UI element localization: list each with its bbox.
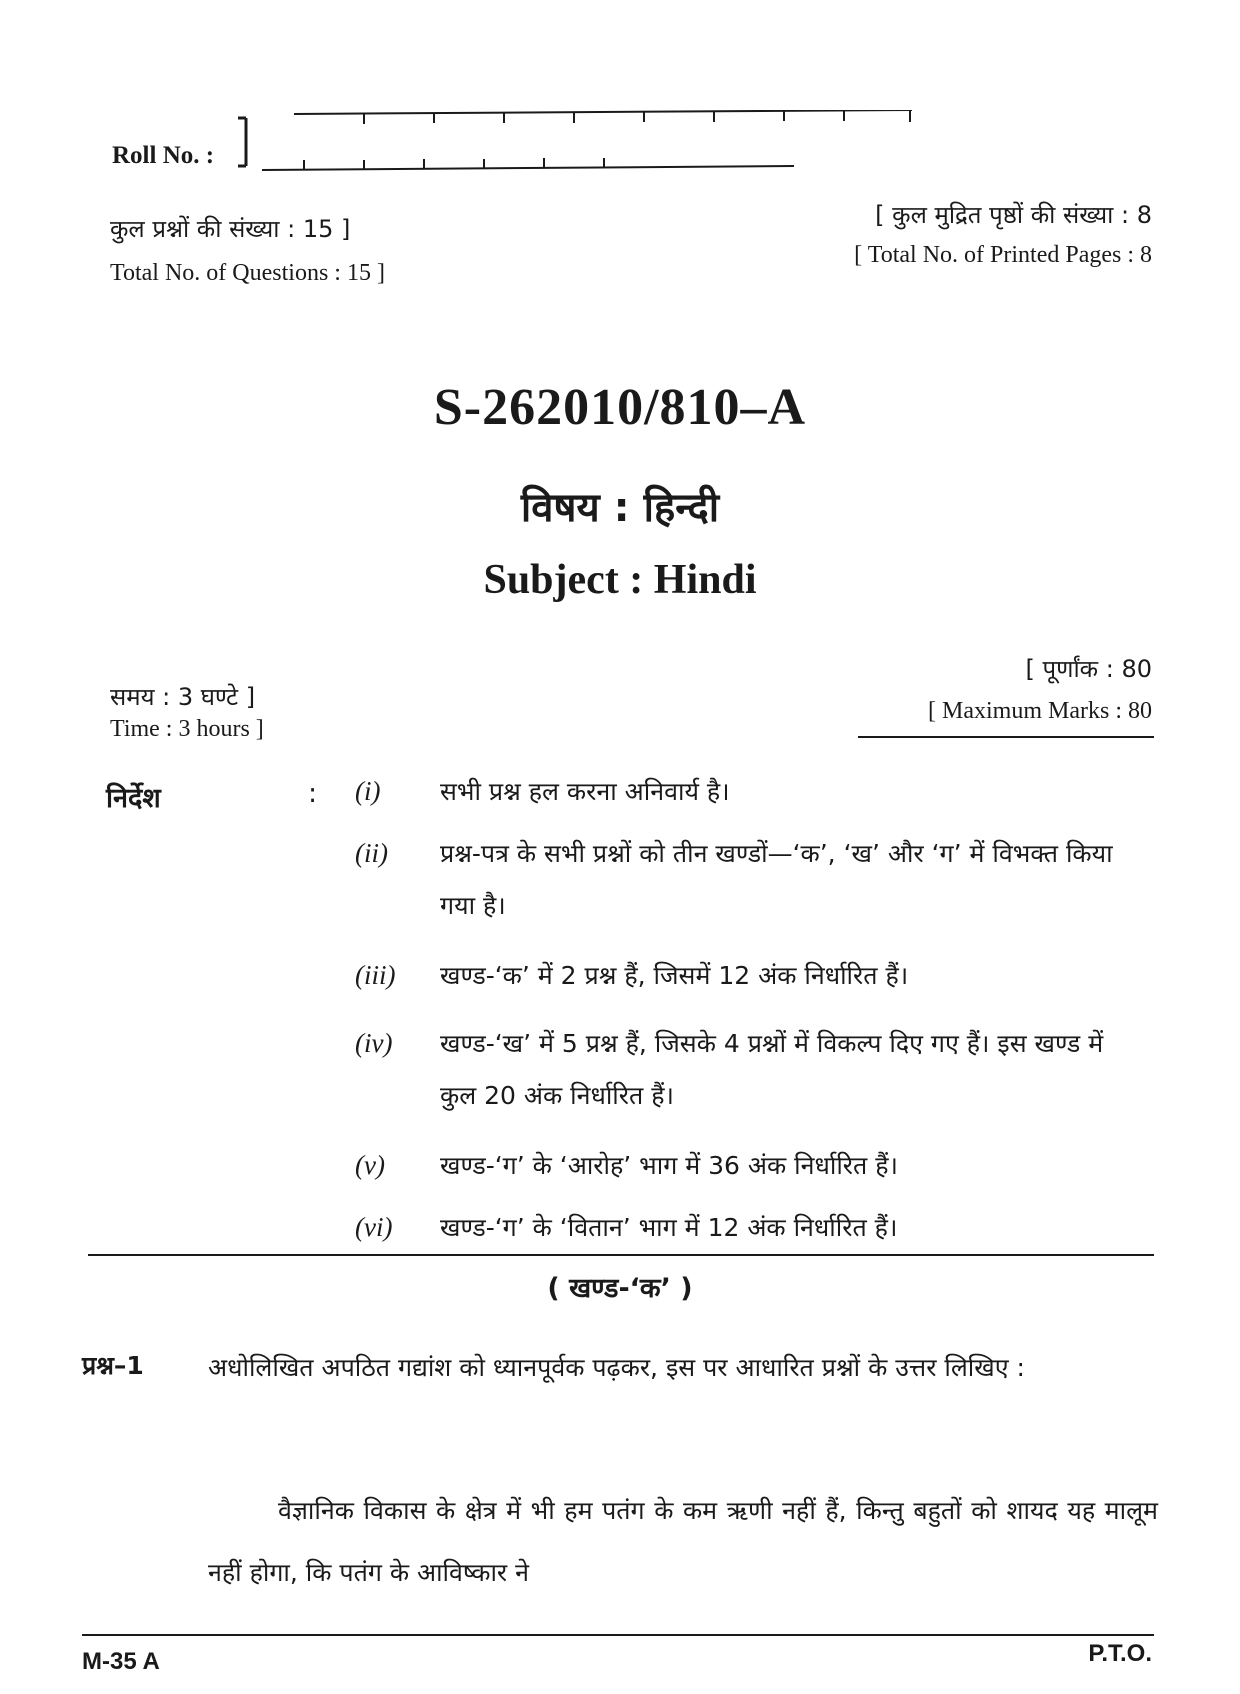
instruction-text: खण्ड-‘ख’ में 5 प्रश्न हैं, जिसके 4 प्रश्नों में विकल्प दिए गए हैं। इस खण्ड में कुल 20 अंक निर्धारित हैं। [440,1029,1104,1110]
total-questions-hindi: कुल प्रश्नों की संख्या : 15 ] [110,215,351,243]
total-questions-english: Total No. of Questions : 15 ] [110,260,385,286]
page-code: M-35 A [82,1648,160,1675]
subject-english: Subject : Hindi [483,557,757,603]
instruction-text: सभी प्रश्न हल करना अनिवार्य है। [440,777,730,806]
total-pages-english: [ Total No. of Printed Pages : 8 [854,242,1152,268]
max-marks-english: [ Maximum Marks : 80 [928,698,1152,724]
instruction-text: खण्ड-‘ग’ के ‘आरोह’ भाग में 36 अंक निर्धारित हैं। [440,1151,898,1180]
instructions-colon: : [308,778,318,809]
instruction-number: (ii) [355,838,388,868]
instruction-number: (i) [355,776,381,806]
instruction-number: (iv) [355,1028,393,1058]
instructions-divider-rule [88,1254,1154,1256]
time-english: Time : 3 hours ] [110,716,264,742]
roll-number-label: Roll No. : [112,142,215,169]
instructions-label: निर्देश [106,783,161,814]
footer-rule [82,1634,1154,1636]
section-heading: ( खण्ड-‘क’ ) [547,1273,693,1304]
question-prompt: अधोलिखित अपठित गद्यांश को ध्यानपूर्वक पढ़कर, इस पर आधारित प्रश्नों के उत्तर लिखिए : [208,1353,1025,1382]
instruction-text: खण्ड-‘ग’ के ‘वितान’ भाग में 12 अंक निर्धारित हैं। [440,1213,898,1242]
instruction-number: (iii) [355,960,396,990]
time-hindi: समय : 3 घण्टे ] [110,683,256,711]
total-pages-hindi: [ कुल मुद्रित पृष्ठों की संख्या : 8 [875,201,1152,229]
instruction-text: खण्ड-‘क’ में 2 प्रश्न हैं, जिसमें 12 अंक निर्धारित हैं। [440,961,909,990]
instruction-text: प्रश्न-पत्र के सभी प्रश्नों को तीन खण्डों—‘क’, ‘ख’ और ‘ग’ में विभक्त किया गया है। [440,839,1113,920]
paper-code: S-262010/810–A [433,379,807,436]
question-number: प्रश्न–1 [82,1351,144,1380]
header-divider-rule [858,736,1154,738]
unseen-passage: वैज्ञानिक विकास के क्षेत्र में भी हम पतंग के कम ऋणी नहीं हैं, किन्तु बहुतों को शायद यह मालूम नहीं होगा, कि पतंग के आविष्कार ने [208,1496,1158,1587]
roll-number-box[interactable] [234,110,914,174]
max-marks-hindi: [ पूर्णांक : 80 [1025,655,1152,683]
please-turn-over: P.T.O. [1088,1640,1152,1667]
instruction-number: (vi) [355,1212,393,1242]
instruction-number: (v) [355,1150,385,1180]
subject-hindi: विषय : हिन्दी [520,485,720,531]
